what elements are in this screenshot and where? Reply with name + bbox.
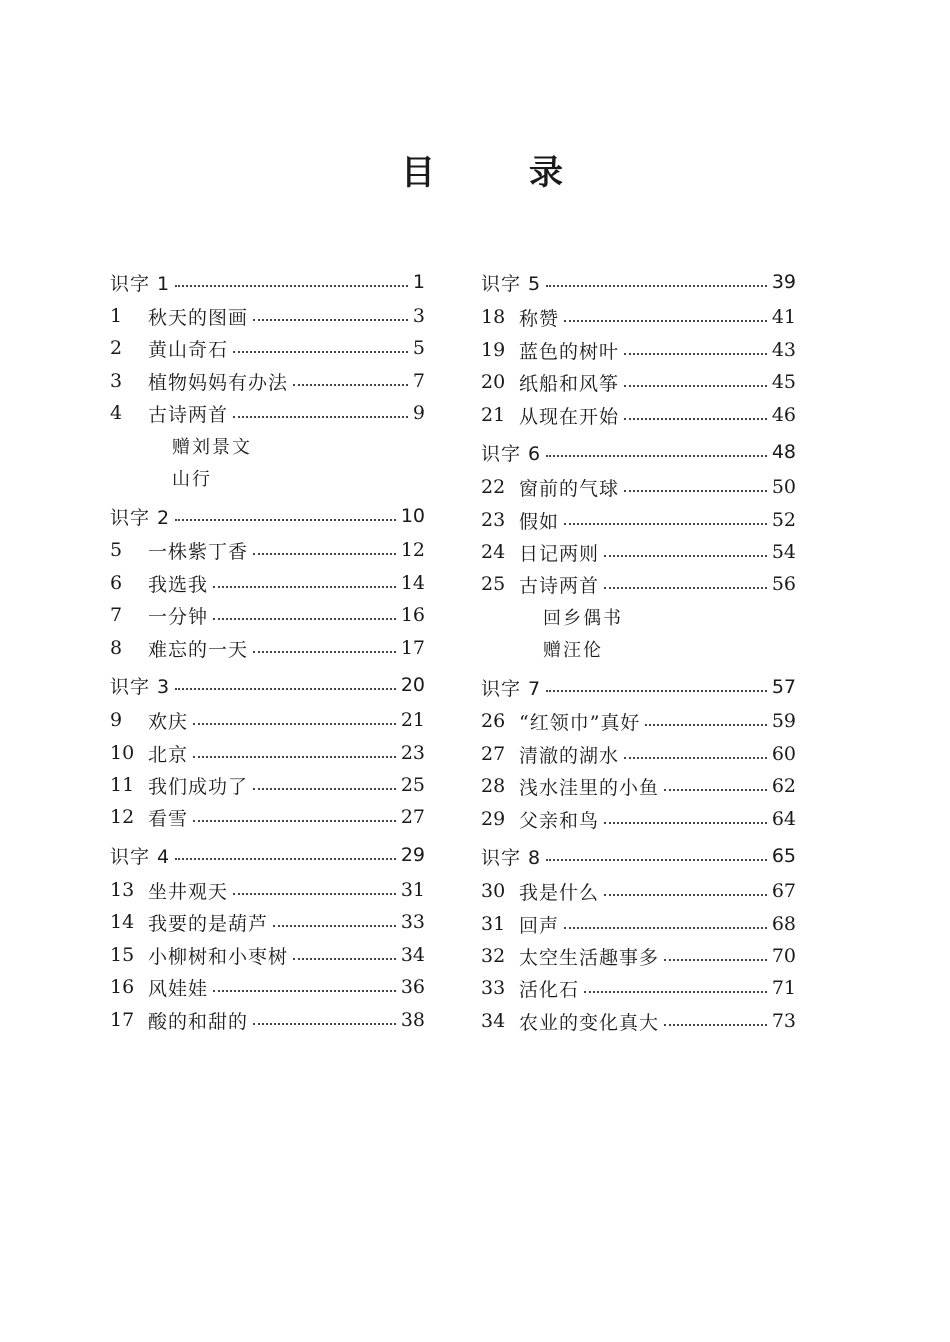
- section-label: 识字 1: [110, 272, 171, 295]
- lesson-number: 14: [110, 911, 135, 933]
- lesson-title: 风娃娃: [148, 977, 209, 1000]
- lesson-title: 酸的和甜的: [148, 1010, 249, 1033]
- toc-entry-row[interactable]: [110, 770, 425, 800]
- toc-entry-row[interactable]: [481, 771, 796, 801]
- dot-leader: [546, 689, 767, 692]
- lesson-number: 29: [481, 808, 506, 830]
- lesson-title: 纸船和风筝: [519, 372, 620, 395]
- toc-entry-row[interactable]: [110, 633, 425, 663]
- lesson-title: 小柳树和小枣树: [148, 945, 289, 968]
- page-number: 71: [771, 977, 796, 999]
- section-label: 识字 6: [481, 442, 542, 465]
- lesson-title: 父亲和鸟: [519, 809, 600, 832]
- toc-entry-row[interactable]: [481, 909, 796, 939]
- lesson-title: 我选我: [148, 573, 209, 596]
- page-number: 73: [771, 1010, 796, 1032]
- page-number: 14: [400, 572, 425, 594]
- lesson-number: 13: [110, 879, 135, 901]
- lesson-number: 9: [110, 709, 123, 731]
- lesson-number: 10: [110, 742, 135, 764]
- toc-section-row[interactable]: [481, 437, 796, 467]
- lesson-number: 17: [110, 1009, 135, 1031]
- lesson-title: 太空生活趣事多: [519, 946, 660, 969]
- toc-section-row[interactable]: [481, 672, 796, 702]
- dot-leader: [546, 454, 767, 457]
- dot-leader: [193, 819, 396, 822]
- lesson-number: 31: [481, 913, 506, 935]
- page-number: 68: [771, 913, 796, 935]
- lesson-title: 一分钟: [148, 605, 209, 628]
- lesson-title: 我要的是葫芦: [148, 912, 269, 935]
- toc-entry-row[interactable]: [110, 333, 425, 363]
- lesson-title: 难忘的一天: [148, 638, 249, 661]
- page-number: 17: [400, 637, 425, 659]
- poem-subtitle[interactable]: 山行: [172, 469, 212, 490]
- dot-leader: [624, 352, 767, 355]
- title-char-mu: 目: [401, 153, 435, 193]
- dot-leader: [604, 586, 767, 589]
- lesson-number: 5: [110, 539, 123, 561]
- dot-leader: [175, 518, 396, 521]
- lesson-number: 32: [481, 945, 506, 967]
- dot-leader: [213, 585, 396, 588]
- lesson-title: 日记两则: [519, 542, 600, 565]
- dot-leader: [293, 383, 408, 386]
- toc-entry-row[interactable]: [110, 875, 425, 905]
- dot-leader: [293, 957, 396, 960]
- section-label: 识字 3: [110, 675, 171, 698]
- dot-leader: [233, 415, 408, 418]
- section-label: 识字 5: [481, 272, 542, 295]
- toc-entry-row[interactable]: [481, 876, 796, 906]
- lesson-number: 18: [481, 306, 506, 328]
- lesson-number: 34: [481, 1010, 506, 1032]
- page-number: 3: [412, 305, 425, 327]
- page-number: 10: [400, 505, 425, 527]
- page-number: 57: [771, 676, 796, 698]
- dot-leader: [253, 552, 396, 555]
- lesson-number: 28: [481, 775, 506, 797]
- page-number: 31: [400, 879, 425, 901]
- dot-leader: [273, 924, 396, 927]
- lesson-number: 23: [481, 509, 506, 531]
- dot-leader: [193, 722, 396, 725]
- page-number: 12: [400, 539, 425, 561]
- lesson-title: 一株紫丁香: [148, 540, 249, 563]
- section-label: 识字 7: [481, 677, 542, 700]
- toc-entry-row[interactable]: [481, 537, 796, 567]
- toc-entry-row[interactable]: [110, 568, 425, 598]
- page-number: 23: [400, 742, 425, 764]
- toc-entry-row[interactable]: [110, 535, 425, 565]
- lesson-title: 回声: [519, 914, 560, 937]
- lesson-title: 农业的变化真大: [519, 1011, 660, 1034]
- lesson-number: 26: [481, 710, 506, 732]
- toc-entry-row[interactable]: [481, 941, 796, 971]
- page-number: 60: [771, 743, 796, 765]
- dot-leader: [624, 489, 767, 492]
- page-number: 50: [771, 476, 796, 498]
- page-number: 20: [400, 674, 425, 696]
- toc-entry-row[interactable]: [110, 802, 425, 832]
- page-number: 5: [412, 337, 425, 359]
- dot-leader: [664, 1023, 767, 1026]
- page-number: 54: [771, 541, 796, 563]
- toc-entry-row[interactable]: [110, 972, 425, 1002]
- lesson-title: 坐井观天: [148, 880, 229, 903]
- dot-leader: [175, 857, 396, 860]
- toc-entry-row[interactable]: [481, 472, 796, 502]
- lesson-number: 3: [110, 370, 123, 392]
- toc-entry-row[interactable]: [481, 973, 796, 1003]
- page-number: 9: [412, 402, 425, 424]
- toc-entry-row[interactable]: [481, 569, 796, 599]
- toc-entry-row[interactable]: [110, 940, 425, 970]
- lesson-title: 植物妈妈有办法: [148, 371, 289, 394]
- toc-entry-row[interactable]: [481, 302, 796, 332]
- dot-leader: [564, 926, 767, 929]
- lesson-number: 1: [110, 305, 123, 327]
- lesson-title: 蓝色的树叶: [519, 340, 620, 363]
- toc-section-row[interactable]: [481, 267, 796, 297]
- page-number: 64: [771, 808, 796, 830]
- dot-leader: [664, 958, 767, 961]
- dot-leader: [564, 319, 767, 322]
- section-label: 识字 2: [110, 506, 171, 529]
- lesson-title: 假如: [519, 510, 560, 533]
- lesson-number: 20: [481, 371, 506, 393]
- toc-entry-row[interactable]: [481, 335, 796, 365]
- lesson-number: 33: [481, 977, 506, 999]
- page-number: 52: [771, 509, 796, 531]
- page-number: 34: [400, 944, 425, 966]
- lesson-title: 看雪: [148, 807, 189, 830]
- toc-section-row[interactable]: [110, 501, 425, 531]
- lesson-title: “红领巾”真好: [519, 711, 641, 734]
- lesson-number: 4: [110, 402, 123, 424]
- dot-leader: [175, 687, 396, 690]
- toc-section-row[interactable]: [481, 841, 796, 871]
- page-number: 16: [400, 604, 425, 626]
- dot-leader: [193, 755, 396, 758]
- poem-subtitle[interactable]: 回乡偶书: [543, 608, 623, 629]
- dot-leader: [584, 990, 767, 993]
- lesson-title: 浅水洼里的小鱼: [519, 776, 660, 799]
- dot-leader: [253, 318, 408, 321]
- dot-leader: [253, 650, 396, 653]
- toc-entry-row[interactable]: [110, 907, 425, 937]
- page-number: 65: [771, 845, 796, 867]
- lesson-title: 古诗两首: [519, 574, 600, 597]
- toc-entry-row[interactable]: [110, 398, 425, 428]
- toc-entry-row[interactable]: [110, 301, 425, 331]
- dot-leader: [213, 989, 396, 992]
- lesson-number: 2: [110, 337, 123, 359]
- poem-subtitle[interactable]: 赠汪伦: [543, 640, 603, 661]
- lesson-number: 19: [481, 339, 506, 361]
- lesson-number: 12: [110, 806, 135, 828]
- toc-entry-row[interactable]: [110, 1005, 425, 1035]
- lesson-title: 古诗两首: [148, 403, 229, 426]
- toc-entry-row[interactable]: [481, 505, 796, 535]
- dot-leader: [175, 284, 408, 287]
- lesson-number: 15: [110, 944, 135, 966]
- toc-entry-row[interactable]: [110, 600, 425, 630]
- page-number: 21: [400, 709, 425, 731]
- lesson-title: 我是什么: [519, 881, 600, 904]
- page-number: 33: [400, 911, 425, 933]
- page-number: 27: [400, 806, 425, 828]
- toc-entry-row[interactable]: [481, 739, 796, 769]
- dot-leader: [564, 522, 767, 525]
- section-label: 识字 8: [481, 846, 542, 869]
- lesson-number: 16: [110, 976, 135, 998]
- toc-section-row[interactable]: [110, 670, 425, 700]
- lesson-number: 7: [110, 604, 123, 626]
- toc-entry-row[interactable]: [481, 367, 796, 397]
- toc-entry-row[interactable]: [481, 400, 796, 430]
- page-number: 7: [412, 370, 425, 392]
- toc-entry-row[interactable]: [110, 705, 425, 735]
- dot-leader: [253, 787, 396, 790]
- dot-leader: [604, 821, 767, 824]
- toc-entry-row[interactable]: [481, 804, 796, 834]
- page-number: 39: [771, 271, 796, 293]
- toc-entry-row[interactable]: [481, 1006, 796, 1036]
- dot-leader: [624, 756, 767, 759]
- lesson-number: 22: [481, 476, 506, 498]
- dot-leader: [213, 617, 396, 620]
- toc-entry-row[interactable]: [481, 706, 796, 736]
- page-number: 70: [771, 945, 796, 967]
- lesson-number: 11: [110, 774, 135, 796]
- page-number: 62: [771, 775, 796, 797]
- lesson-title: 清澈的湖水: [519, 744, 620, 767]
- page-number: 38: [400, 1009, 425, 1031]
- page-number: 36: [400, 976, 425, 998]
- lesson-title: 秋天的图画: [148, 306, 249, 329]
- dot-leader: [604, 893, 767, 896]
- page-number: 45: [771, 371, 796, 393]
- dot-leader: [253, 1022, 396, 1025]
- dot-leader: [645, 723, 766, 726]
- dot-leader: [546, 858, 767, 861]
- lesson-title: 北京: [148, 743, 189, 766]
- dot-leader: [664, 788, 767, 791]
- dot-leader: [546, 284, 767, 287]
- toc-entry-row[interactable]: [110, 366, 425, 396]
- toc-section-row[interactable]: [110, 267, 425, 297]
- section-label: 识字 4: [110, 845, 171, 868]
- page-number: 41: [771, 306, 796, 328]
- page-number: 46: [771, 404, 796, 426]
- page-title: [0, 148, 950, 198]
- lesson-title: 从现在开始: [519, 405, 620, 428]
- page-number: 29: [400, 844, 425, 866]
- lesson-number: 8: [110, 637, 123, 659]
- page-number: 48: [771, 441, 796, 463]
- lesson-title: 欢庆: [148, 710, 189, 733]
- lesson-number: 25: [481, 573, 506, 595]
- dot-leader: [624, 417, 767, 420]
- page-number: 56: [771, 573, 796, 595]
- lesson-number: 27: [481, 743, 506, 765]
- lesson-title: 称赞: [519, 307, 560, 330]
- page-number: 43: [771, 339, 796, 361]
- toc-section-row[interactable]: [110, 840, 425, 870]
- dot-leader: [604, 554, 767, 557]
- title-char-lu: 录: [529, 153, 563, 193]
- lesson-title: 活化石: [519, 978, 580, 1001]
- page-number: 25: [400, 774, 425, 796]
- lesson-number: 21: [481, 404, 506, 426]
- lesson-title: 黄山奇石: [148, 338, 229, 361]
- page-number: 59: [771, 710, 796, 732]
- dot-leader: [233, 892, 396, 895]
- lesson-number: 24: [481, 541, 506, 563]
- poem-subtitle[interactable]: 赠刘景文: [172, 437, 252, 458]
- page-number: 1: [412, 271, 425, 293]
- lesson-number: 30: [481, 880, 506, 902]
- lesson-title: 我们成功了: [148, 775, 249, 798]
- lesson-number: 6: [110, 572, 123, 594]
- lesson-title: 窗前的气球: [519, 477, 620, 500]
- toc-entry-row[interactable]: [110, 738, 425, 768]
- dot-leader: [624, 384, 767, 387]
- page-number: 67: [771, 880, 796, 902]
- dot-leader: [233, 350, 408, 353]
